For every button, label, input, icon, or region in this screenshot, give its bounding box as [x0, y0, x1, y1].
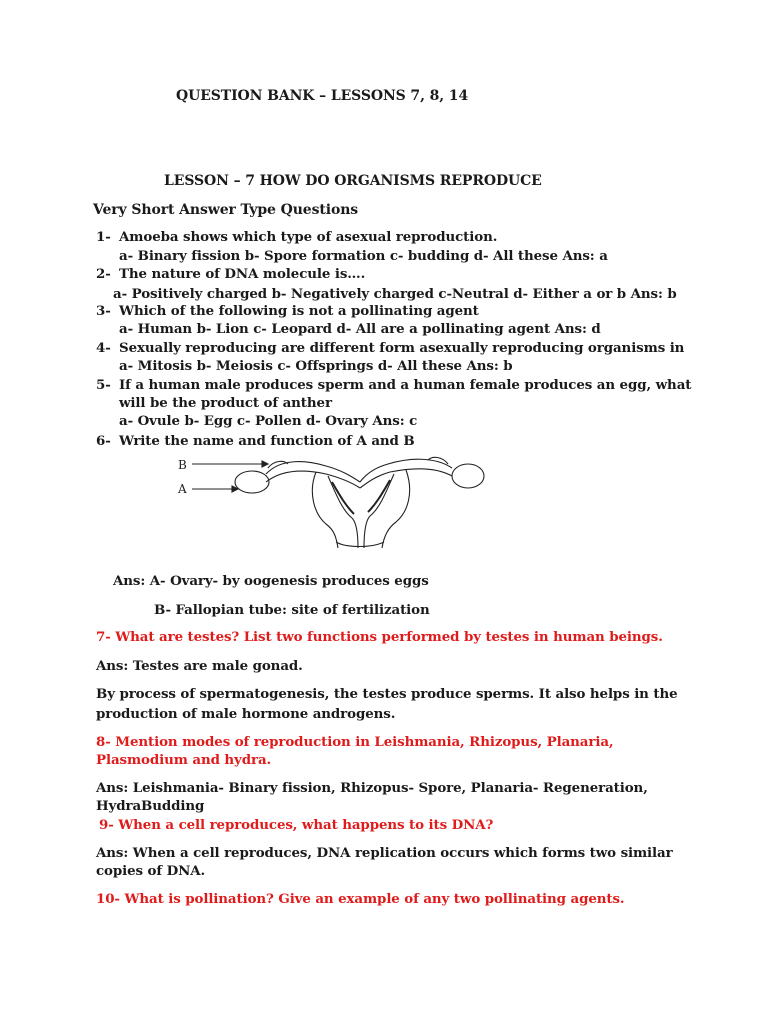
lesson-heading: LESSON – 7 HOW DO ORGANISMS REPRODUCE — [164, 173, 542, 189]
question-text: Which of the following is not a pollinating agent — [119, 303, 479, 319]
question-options: a- Positively charged b- Negatively charged c-Neutral d- Either a or b Ans: b — [113, 286, 677, 302]
answer-9-line2: copies of DNA. — [96, 863, 206, 879]
answer-6-b: B- Fallopian tube: site of fertilization — [154, 602, 430, 618]
question-9: 9- When a cell reproduces, what happens to its DNA? — [99, 817, 494, 833]
question-options: a- Ovule b- Egg c- Pollen d- Ovary Ans: c — [119, 413, 418, 429]
question-text: Amoeba shows which type of asexual reproduction. — [119, 229, 498, 245]
pointer-arrow-b — [262, 461, 268, 467]
uterus-right-wall — [382, 470, 410, 548]
question-text: If a human male produces sperm and a human female produces an egg, what — [119, 377, 692, 393]
question-number: 1- — [96, 229, 111, 245]
answer-7-line3: production of male hormone androgens. — [96, 706, 396, 722]
question-number: 3- — [96, 303, 111, 319]
answer-9-line1: Ans: When a cell reproduces, DNA replication occurs which forms two similar — [96, 845, 673, 861]
question-text: Write the name and function of A and B — [119, 433, 415, 449]
answer-8-line2: HydraBudding — [96, 798, 205, 814]
cervix — [336, 542, 384, 547]
diagram-label-a: A — [178, 482, 187, 496]
right-ovary — [452, 464, 484, 488]
question-number: 6- — [96, 433, 111, 449]
answer-8-line1: Ans: Leishmania- Binary fission, Rhizopus- Spore, Planaria- Regeneration, — [96, 780, 648, 796]
question-options: a- Human b- Lion c- Leopard d- All are a pollinating agent Ans: d — [119, 321, 601, 337]
left-fimbriae — [268, 461, 288, 468]
reproductive-system-diagram — [176, 452, 494, 552]
question-text-continued: will be the product of anther — [119, 395, 332, 411]
question-8-line2: Plasmodium and hydra. — [96, 752, 272, 768]
question-text: The nature of DNA molecule is…. — [119, 266, 366, 282]
answer-7-line1: Ans: Testes are male gonad. — [96, 658, 303, 674]
question-number: 5- — [96, 377, 111, 393]
left-ovary — [235, 471, 269, 493]
answer-6-a: Ans: A- Ovary- by oogenesis produces eggs — [113, 573, 429, 589]
section-heading: Very Short Answer Type Questions — [93, 202, 359, 218]
diagram-label-b: B — [178, 458, 187, 472]
question-8-line1: 8- Mention modes of reproduction in Leishmania, Rhizopus, Planaria, — [96, 734, 614, 750]
uterine-cavity-left — [328, 476, 358, 548]
question-number: 4- — [96, 340, 111, 356]
question-10: 10- What is pollination? Give an example of any two pollinating agents. — [96, 891, 625, 907]
question-7: 7- What are testes? List two functions performed by testes in human beings. — [96, 629, 663, 645]
question-number: 2- — [96, 266, 111, 282]
answer-7-line2: By process of spermatogenesis, the testes produce sperms. It also helps in the — [96, 686, 678, 702]
uterus-left-wall — [312, 472, 338, 548]
question-options: a- Binary fission b- Spore formation c- budding d- All these Ans: a — [119, 248, 608, 264]
question-text: Sexually reproducing are different form asexually reproducing organisms in — [119, 340, 685, 356]
question-options: a- Mitosis b- Meiosis c- Offsprings d- All these Ans: b — [119, 358, 513, 374]
page-title: QUESTION BANK – LESSONS 7, 8, 14 — [176, 88, 469, 104]
